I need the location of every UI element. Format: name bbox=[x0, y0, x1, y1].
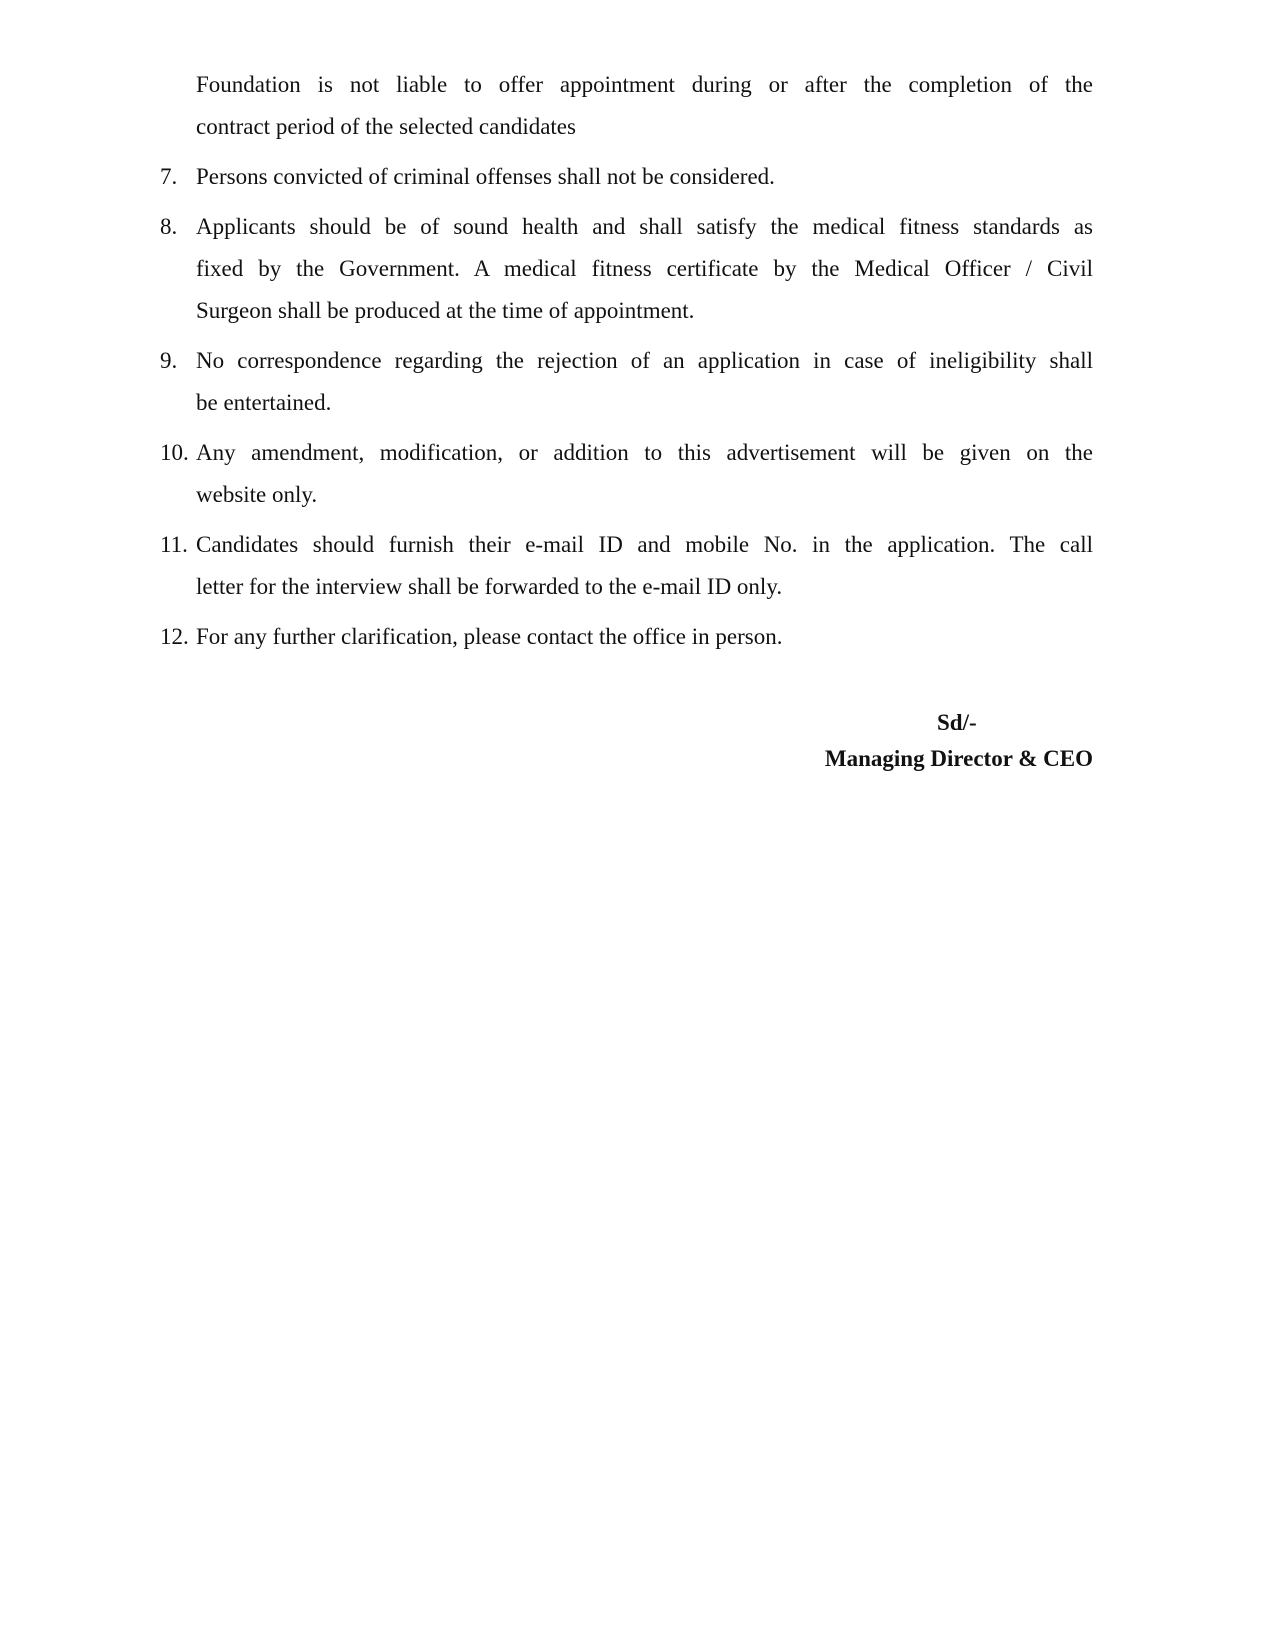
item-10-line-1: Any amendment, modification, or addition to this advertisement will be given on the bbox=[196, 440, 1093, 465]
item-7-number: 7. bbox=[160, 164, 178, 189]
item-12-number: 12. bbox=[160, 624, 189, 649]
item-9-number: 9. bbox=[160, 348, 178, 373]
item-11-line-2: letter for the interview shall be forwarded to the e-mail ID only. bbox=[196, 574, 783, 599]
item-9-line-2: be entertained. bbox=[196, 390, 332, 415]
item-11-number: 11. bbox=[160, 532, 188, 557]
item-10-line-2: website only. bbox=[196, 482, 318, 507]
item-9-line-1: No correspondence regarding the rejection of an application in case of ineligibility shall bbox=[196, 348, 1093, 373]
item-10-number: 10. bbox=[160, 440, 189, 465]
item-8-number: 8. bbox=[160, 214, 178, 239]
continuation-line-2: contract period of the selected candidates bbox=[196, 114, 576, 139]
item-7-line-1: Persons convicted of criminal offenses shall not be considered. bbox=[196, 164, 775, 189]
continuation-line-1: Foundation is not liable to offer appointment during or after the completion of the bbox=[196, 72, 1093, 97]
item-12-line-1: For any further clarification, please contact the office in person. bbox=[196, 624, 783, 649]
item-8-line-2: fixed by the Government. A medical fitness certificate by the Medical Officer / Civil bbox=[196, 256, 1093, 281]
item-8-line-3: Surgeon shall be produced at the time of appointment. bbox=[196, 298, 695, 323]
item-8-line-1: Applicants should be of sound health and shall satisfy the medical fitness standards as bbox=[196, 214, 1093, 239]
signature-mark: Sd/- bbox=[937, 710, 977, 735]
item-11-line-1: Candidates should furnish their e-mail ID and mobile No. in the application. The call bbox=[196, 532, 1093, 557]
signatory-title: Managing Director & CEO bbox=[824, 746, 1093, 771]
